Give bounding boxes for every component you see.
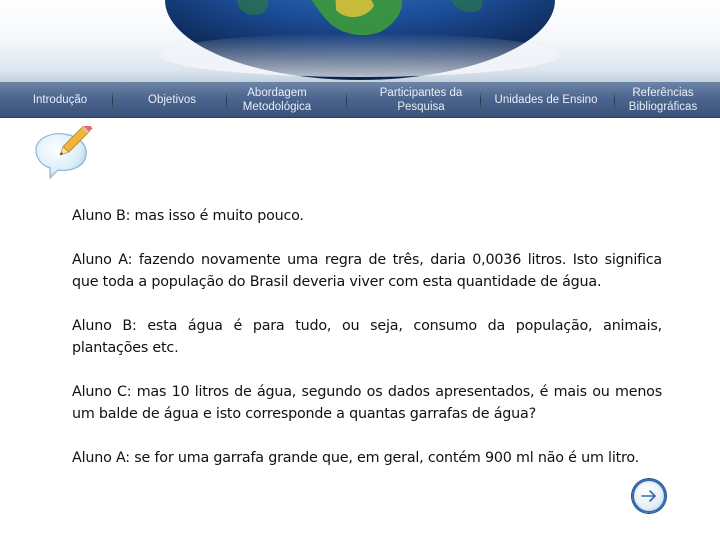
speaker-label: Aluno B: — [72, 318, 137, 334]
header-banner — [0, 0, 720, 118]
dialogue-line — [72, 249, 662, 293]
nav-participantes-da-pesquisa[interactable]: Participantes da Pesquisa — [379, 87, 463, 113]
dialogue-line — [72, 447, 662, 469]
nav-referencias-bibliograficas[interactable]: Referências Bibliográficas — [628, 87, 698, 113]
next-button[interactable] — [632, 479, 666, 513]
nav-abordagem-metodologica[interactable]: Abordagem Metodológica — [242, 87, 312, 113]
dialogue-text-content: mas 10 litros de água, segundo os dados apresentados, é mais ou menos um balde de água e isto corresponde a quantas garrafas de água? — [72, 384, 662, 422]
nav-unidades-de-ensino[interactable]: Unidades de Ensino — [494, 94, 598, 106]
nav-separator — [226, 88, 227, 114]
dialogue-text-content: fazendo novamente uma regra de três, daria 0,0036 litros. Isto significa que toda a população do Brasil deveria viver com esta quantidade de água. — [72, 252, 662, 290]
dialogue-text — [72, 205, 662, 491]
nav-objetivos[interactable]: Objetivos — [148, 94, 196, 106]
speaker-label: Aluno A: — [72, 252, 133, 268]
nav-separator — [112, 88, 113, 114]
dialogue-text-content: se for uma garrafa grande que, em geral, contém 900 ml não é um litro. — [129, 450, 640, 466]
dialogue-line — [72, 205, 662, 227]
pencil-speech-bubble-icon — [30, 126, 94, 180]
dialogue-text-content: mas isso é muito pouco. — [130, 208, 304, 224]
nav-introducao[interactable]: Introdução — [32, 94, 88, 106]
speaker-label: Aluno B: — [72, 208, 131, 224]
nav-separator — [480, 88, 481, 114]
nav-separator — [614, 88, 615, 114]
arrow-right-icon — [640, 489, 658, 503]
navigation-bar — [0, 82, 720, 118]
speaker-label: Aluno C: — [72, 384, 132, 400]
nav-separator — [346, 88, 347, 114]
dialogue-line — [72, 381, 662, 425]
dialogue-text-content: esta água é para tudo, ou seja, consumo da população, animais, plantações etc. — [72, 318, 662, 356]
globe-image — [160, 0, 560, 80]
dialogue-line — [72, 315, 662, 359]
speaker-label: Aluno A: — [72, 450, 130, 466]
